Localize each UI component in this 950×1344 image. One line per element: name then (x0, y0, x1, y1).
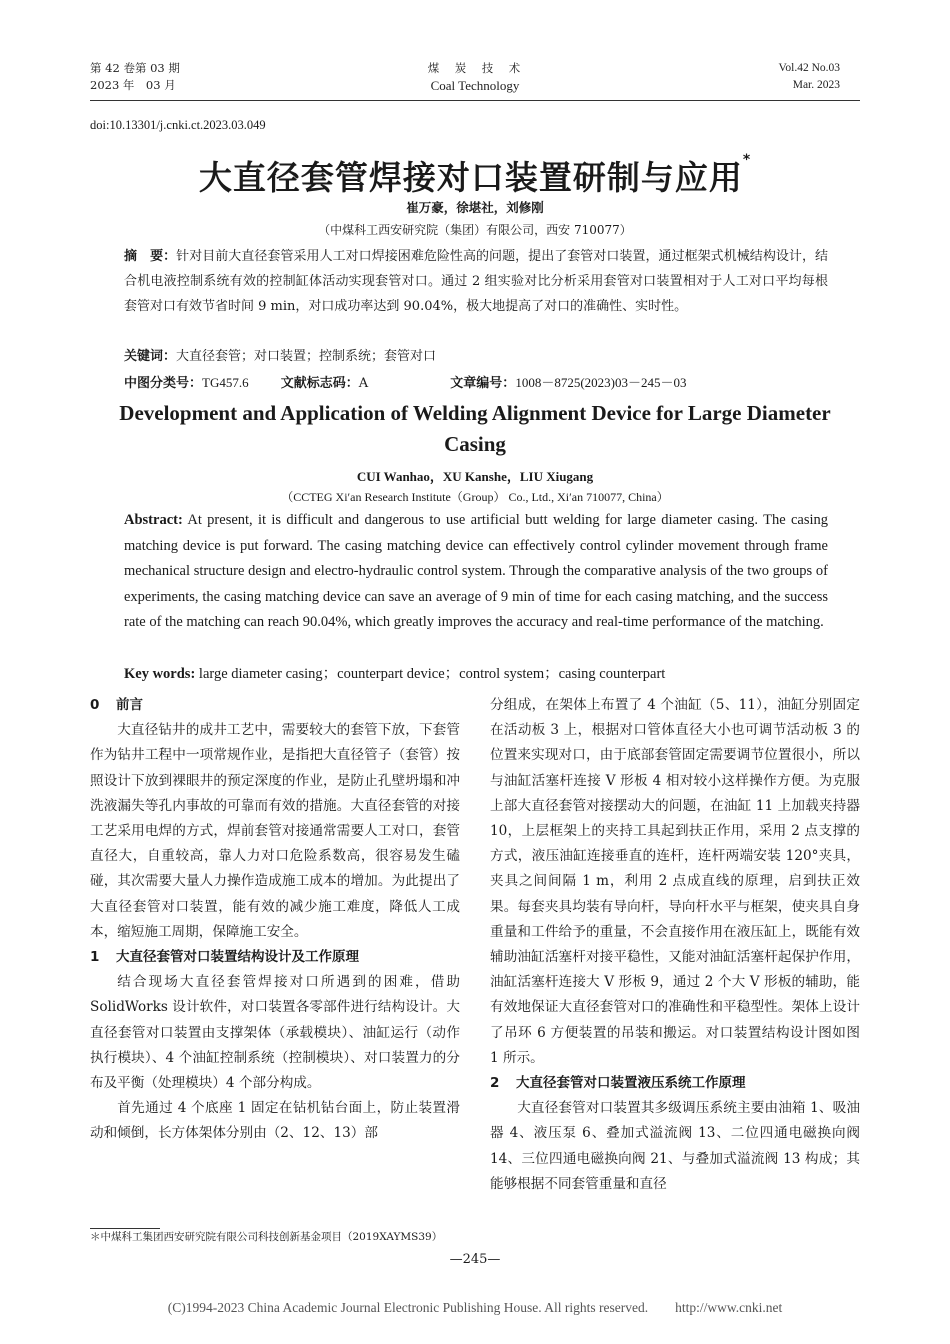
header-date-cn: 2023 年 03 月 (90, 78, 176, 92)
body-column-left (90, 693, 460, 1147)
abstract-cn-label: 摘 要： (124, 249, 177, 264)
abstract-en-label: Abstract: (124, 512, 183, 528)
header-date-en: Mar. 2023 (792, 79, 840, 91)
paragraph-intro: 大直径钻井的成井工艺中，需要较大的套管下放，下套管作为钻井工程中一项常规作业，是指把大直径管子（套管）按照设计下放到裸眼井的预定深度的作业，是防止孔壁坍塌和冲洗液漏失等孔内事故的可靠而有效的措施。大直径套管的对接工艺采用电焊的方式，焊前套管对接通常需要人工对口，套管直径大，自重较高，靠人力对口危险系数高，很容易发生磕碰，其次需要大量人力操作造成施工成本的增加。为此提出了大直径套管对口装置，能有效的减少施工难度，降低人工成本，缩短施工周期，保障施工安全。 (90, 722, 460, 940)
footnote-fund: ＊中煤科工集团西安研究院有限公司科技创新基金项目（2019XAYMS39） (90, 1231, 443, 1243)
header-vol-no: Vol.42 No.03 (778, 62, 840, 74)
copyright-notice: (C)1994-2023 China Academic Journal Electronic Publishing House. All rights reserved. http://www.cnki.net (167, 1300, 783, 1315)
header-volume-en (779, 60, 840, 94)
keywords-en (124, 662, 828, 688)
page-number: —245— (449, 1252, 501, 1267)
abstract-en-text: At present, it is difficult and dangerous to use artificial butt welding for large diameter casing. The casing matching device is put forward. The casing matching device can effectively control cylinder movement through frame mechanical structure design and electro-hydraulic control system. Through the comparative analysis of the two groups of experiments, the casing matching device can save an average of 9 min of time for each casing matching, and the success rate of the matching can reach 90.04%, which greatly improves the accuracy and real-time performance of the matching. (124, 512, 829, 630)
section-heading-2 (490, 1071, 860, 1096)
authors-en: CUI Wanhao，XU Kanshe，LIU Xiugang (356, 469, 594, 484)
abstract-en (124, 508, 828, 636)
keywords-cn-text: 大直径套管；对口装置；控制系统；套管对口 (176, 349, 437, 364)
article-no-value: 1008－8725(2023)03－245－03 (515, 375, 687, 390)
abstract-cn (124, 244, 828, 319)
paragraph-structure-1: 结合现场大直径套管焊接对口所遇到的困难，借助 SolidWorks 设计软件，对口装置各零部件进行结构设计。大直径套管对口装置由支撑架体（承载模块）、油缸运行（动作执行模块）、4 个油缸控制系统（控制模块）、对口装置力的分布及平衡（处理模块）4 个部分构成。 (90, 974, 460, 1092)
paragraph-structure-2: 首先通过 4 个底座 1 固定在钻机钻台面上，防止装置滑动和倾倒，长方体架体分别由（2、12、13）部 (90, 1100, 460, 1142)
abstract-cn-text: 针对目前大直径套管采用人工对口焊接困难危险性高的问题，提出了套管对口装置，通过框架式机械结构设计，结合机电液控制系统有效的控制缸体活动实现套管对口。通过 2 组实验对比分析采用套管对口装置相对于人工对口平均每根套管对口有效节省时间 9 min，对口成功率达到 90.04%，极大地提高了对口的准确性、实时性。 (124, 249, 828, 314)
header-rule (90, 100, 860, 101)
paper-title-cn-text: 大直径套管焊接对口装置研制与应用 (198, 158, 743, 197)
section-heading-0 (90, 693, 460, 718)
classification-line (124, 370, 828, 396)
doc-code-value: A (358, 376, 369, 391)
section-number-0: 0 (90, 697, 100, 713)
section-title-1: 大直径套管对口装置结构设计及工作原理 (116, 949, 359, 966)
header-journal-en: Coal Technology (430, 78, 520, 93)
keywords-cn (124, 344, 828, 369)
paper-title-cn (0, 152, 950, 199)
keywords-cn-label: 关键词： (124, 349, 177, 364)
article-no-label: 文章编号： (450, 376, 516, 391)
keywords-en-label: Key words: (124, 666, 196, 682)
keywords-en-text: large diameter casing；counterpart device；control system；casing counterpart (198, 666, 666, 682)
header-journal-cn: 煤 炭 技 术 (427, 61, 523, 75)
section-title-2: 大直径套管对口装置液压系统工作原理 (516, 1075, 746, 1092)
affiliation-cn: （中煤科工西安研究院（集团）有限公司，西安 710077） (318, 223, 632, 237)
section-heading-1 (90, 945, 460, 970)
header-volume-issue: 第 42 卷第 03 期 (90, 61, 180, 75)
doc-code-label: 文献标志码： (280, 376, 359, 391)
affiliation-en: （CCTEG Xi′an Research Institute（Group） Co., Ltd., Xi′an 710077, China） (281, 490, 669, 504)
section-number-2: 2 (490, 1075, 500, 1092)
header-journal (375, 60, 575, 94)
doi[interactable]: doi:10.13301/j.cnki.ct.2023.03.049 (90, 118, 266, 132)
clc-label: 中图分类号： (124, 376, 203, 391)
paragraph-structure-2-cont: 分组成，在架体上布置了 4 个油缸（5、11），油缸分别固定在活动板 3 上，根据对口管体直径大小也可调节活动板 3 的位置来实现对口，由于底部套管固定需要调节位置很小，所以与油缸活塞杆连接 V 形板 4 相对较小这样操作方便。为克服上部大直径套管对接摆动大的问题，在油缸 11 上加载夹持器 10，上层框架上的夹持工具起到扶正作用，采用 2 点支撑的方式，液压油缸连接垂直的连杆，连杆两端安装 120°夹具，夹具之间间隔 1 m，利用 2 点成直线的原理，启到扶正效果。每套夹具均装有导向杆，导向杆水平与框架，使夹具自身重量和工件给予的重量，不会直接作用在液压缸上，既能有效辅助油缸活塞杆对接平稳性，又能对油缸活塞杆起保护作用，油缸活塞杆连接大 V 形板 9，通过 2 个大 V 形板的辅助，能有效地保证大直径套管对口的准确性和平稳型性。架体上设计了吊环 6 方便装置的吊装和搬运。对口装置结构设计图如图 1 所示。 (490, 697, 860, 1066)
section-number-1: 1 (90, 949, 100, 966)
header-volume-cn (90, 60, 180, 94)
clc-value: TG457.6 (202, 375, 249, 390)
title-footnote-mark: * (742, 152, 752, 168)
authors-cn: 崔万豪，徐堪社，刘修刚 (406, 200, 544, 215)
paper-title-en: Development and Application of Welding Alignment Device for Large Diameter Casing (119, 401, 831, 456)
paragraph-hydraulic-1: 大直径套管对口装置其多级调压系统主要由油箱 1、吸油器 4、液压泵 6、叠加式溢流阀 13、二位四通电磁换向阀 14、三位四通电磁换向阀 21、与叠加式溢流阀 13 构成；其能够根据不同套管重量和直径 (490, 1100, 860, 1192)
section-title-0: 前言 (116, 697, 143, 713)
body-column-right (490, 693, 860, 1197)
